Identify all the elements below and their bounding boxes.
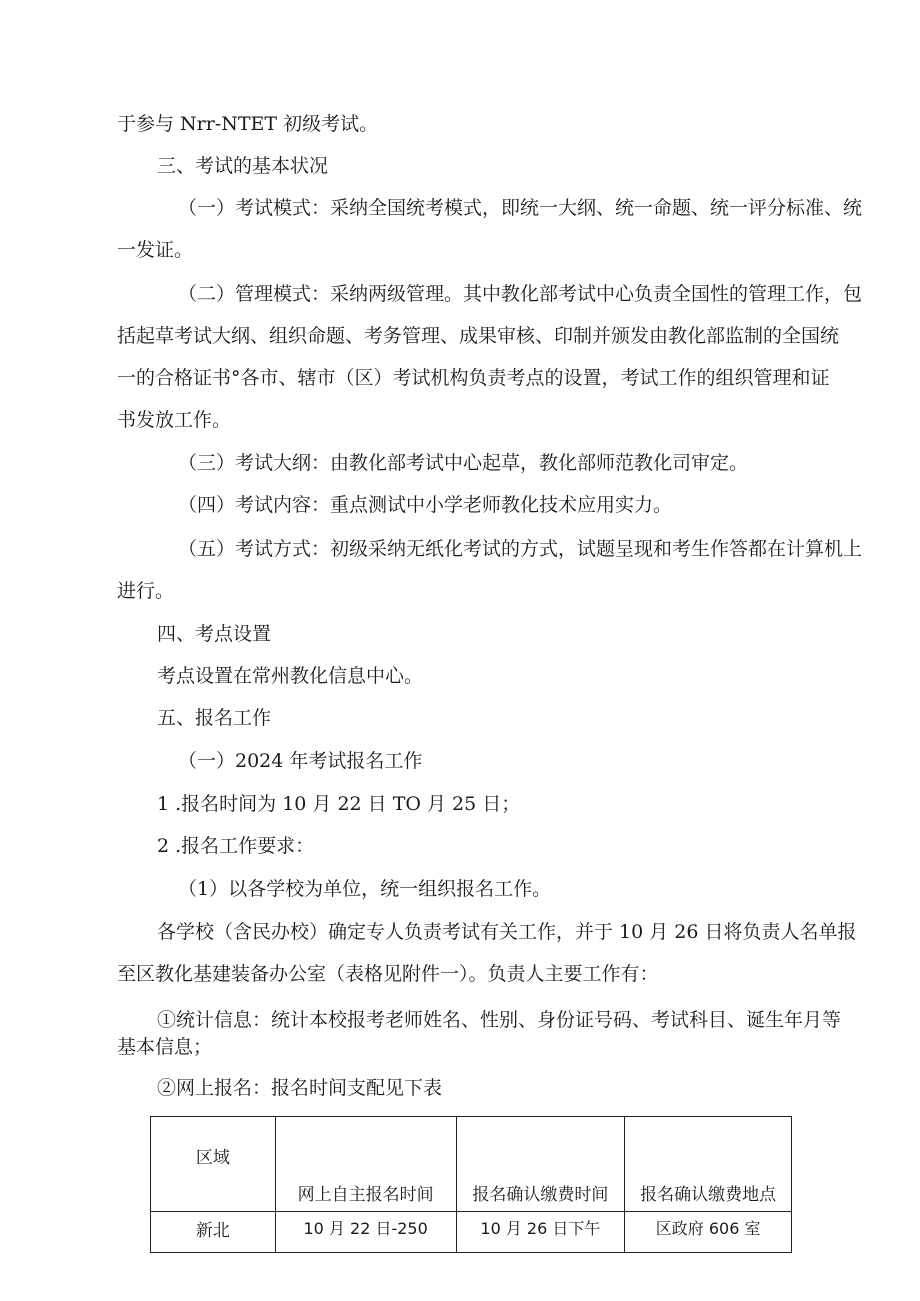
paragraph-line: 一的合格证书°各市、辖市（区）考试机构负责考点的设置，考试工作的组织管理和证 bbox=[117, 367, 830, 389]
header-cell-payment-time: 报名确认缴费时间 bbox=[456, 1117, 625, 1212]
paragraph-line: 考点设置在常州教化信息中心。 bbox=[157, 665, 424, 687]
paragraph-line: （一）2024 年考试报名工作 bbox=[178, 750, 423, 772]
cell-payment-time: 10 月 26 日下午 bbox=[456, 1212, 625, 1253]
paragraph-line: （1）以各学校为单位，统一组织报名工作。 bbox=[178, 878, 552, 900]
paragraph-line: ①统计信息：统计本校报考老师姓名、性别、身份证号码、考试科目、诞生年月等 bbox=[157, 1009, 842, 1031]
paragraph-line: （二）管理模式：采纳两级管理。其中教化部考试中心负责全国性的管理工作，包 bbox=[178, 283, 863, 305]
paragraph-line: 进行。 bbox=[117, 580, 175, 602]
paragraph-line: （四）考试内容：重点测试中小学老师教化技术应用实力。 bbox=[178, 494, 673, 516]
cell-online-registration-time: 10 月 22 日-250 bbox=[275, 1212, 456, 1253]
paragraph-line: 1 .报名时间为 10 月 22 日 TO 月 25 日； bbox=[157, 793, 521, 815]
registration-schedule-table bbox=[150, 1116, 792, 1253]
section-heading-4: 四、考点设置 bbox=[157, 623, 272, 645]
paragraph-line: （五）考试方式：初级采纳无纸化考试的方式，试题呈现和考生作答都在计算机上 bbox=[178, 538, 863, 560]
paragraph-line: 书发放工作。 bbox=[117, 409, 232, 431]
section-heading-5: 五、报名工作 bbox=[157, 707, 272, 729]
paragraph-line: 2 .报名工作要求： bbox=[157, 835, 315, 857]
paragraph-line: 基本信息； bbox=[117, 1036, 213, 1058]
paragraph-line: 一发证。 bbox=[117, 239, 194, 261]
cell-region: 新北 bbox=[151, 1212, 276, 1253]
paragraph-line: ②网上报名：报名时间支配见下表 bbox=[157, 1077, 443, 1099]
table-row bbox=[151, 1212, 792, 1253]
paragraph-line: 于参与 Nrr-NTET 初级考试。 bbox=[117, 113, 379, 135]
paragraph-line: （三）考试大纲：由教化部考试中心起草，教化部师范教化司审定。 bbox=[178, 452, 749, 474]
paragraph-line: 至区教化基建装备办公室（表格见附件一）。负责人主要工作有： bbox=[117, 963, 659, 985]
paragraph-line: （一）考试模式：采纳全国统考模式，即统一大纲、统一命题、统一评分标准、统 bbox=[178, 197, 863, 219]
paragraph-line: 各学校（含民办校）确定专人负责考试有关工作，并于 10 月 26 日将负责人名单报 bbox=[157, 921, 857, 943]
table-header-row bbox=[151, 1117, 792, 1212]
paragraph-line: 括起草考试大纲、组织命题、考务管理、成果审核、印制并颁发由教化部监制的全国统 bbox=[117, 325, 840, 347]
section-heading-3: 三、考试的基本状况 bbox=[157, 155, 329, 177]
header-cell-payment-location: 报名确认缴费地点 bbox=[625, 1117, 792, 1212]
header-cell-online-registration-time: 网上自主报名时间 bbox=[275, 1117, 456, 1212]
header-cell-region: 区域 bbox=[151, 1117, 276, 1212]
cell-payment-location: 区政府 606 室 bbox=[625, 1212, 792, 1253]
